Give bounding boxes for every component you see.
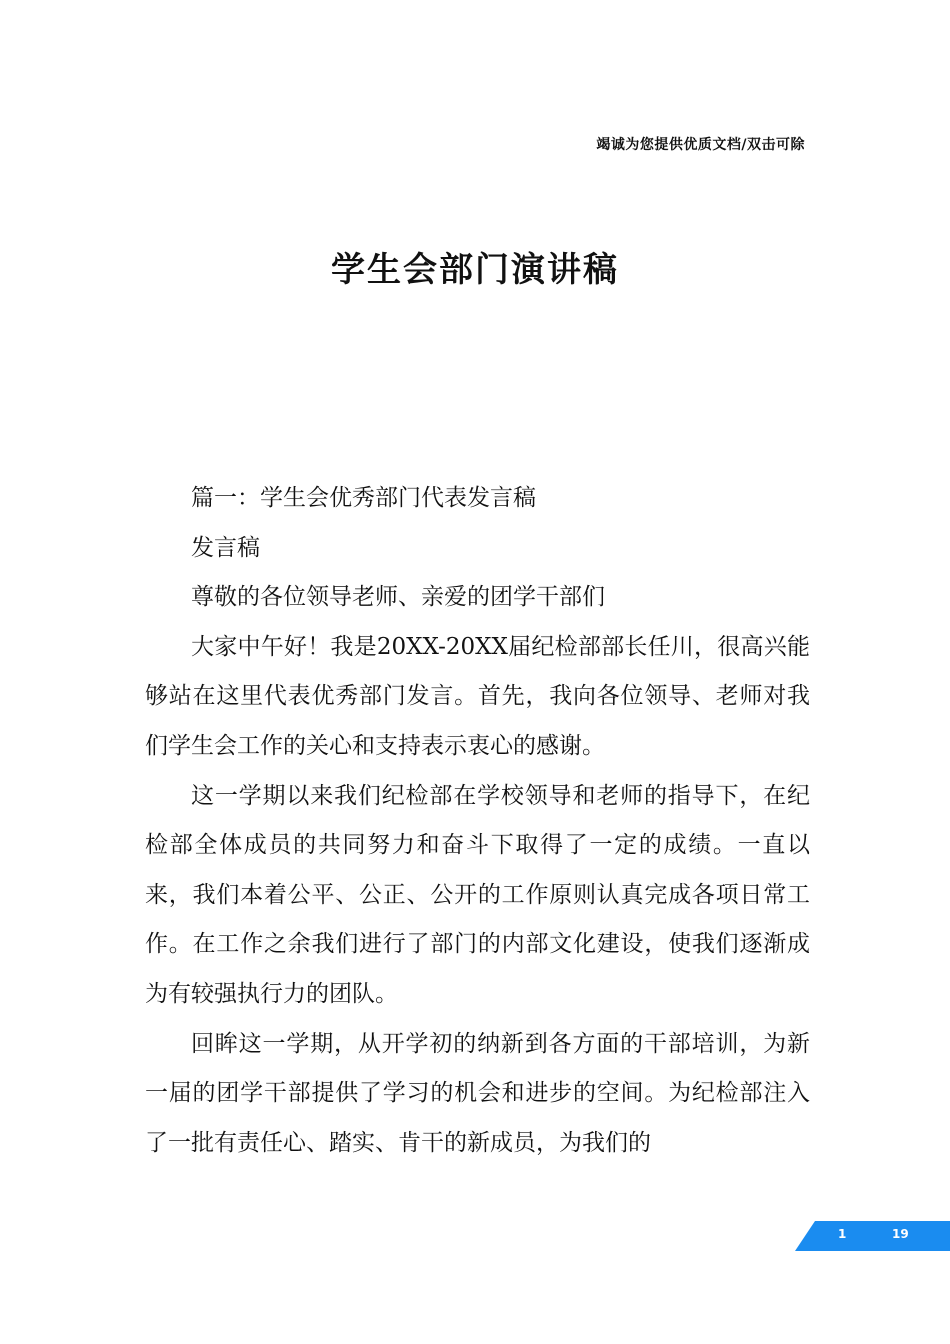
paragraph: 尊敬的各位领导老师、亲爱的团学干部们 (191, 584, 605, 611)
document-title: 学生会部门演讲稿 (331, 250, 619, 290)
paragraph: 大家中午好！我是20XX-20XX届纪检部部长任川，很高兴能够站在这里代表优秀部门发言。首先，我向各位领导、老师对我们学生会工作的关心和支持表示衷心的感谢。 (145, 633, 810, 759)
paragraph: 回眸这一学期，从开学初的纳新到各方面的干部培训，为新一届的团学干部提供了学习的机会和进步的空间。为纪检部注入了一批有责任心、踏实、肯干的新成员，为我们的 (145, 1030, 810, 1156)
page-current: 1 (838, 1227, 847, 1241)
paragraph: 这一学期以来我们纪检部在学校领导和老师的指导下，在纪检部全体成员的共同努力和奋斗下取得了一定的成绩。一直以来，我们本着公平、公正、公开的工作原则认真完成各项日常工作。在工作之余我们进行了部门的内部文化建设，使我们逐渐成为有较强执行力的团队。 (145, 782, 810, 1007)
document-body (145, 474, 810, 1168)
page-number-band (795, 1221, 950, 1251)
page-total: 19 (892, 1227, 909, 1241)
paragraph: 发言稿 (191, 534, 260, 561)
header-note: 竭诚为您提供优质文档/双击可除 (596, 137, 805, 153)
paragraph: 篇一：学生会优秀部门代表发言稿 (191, 485, 536, 511)
